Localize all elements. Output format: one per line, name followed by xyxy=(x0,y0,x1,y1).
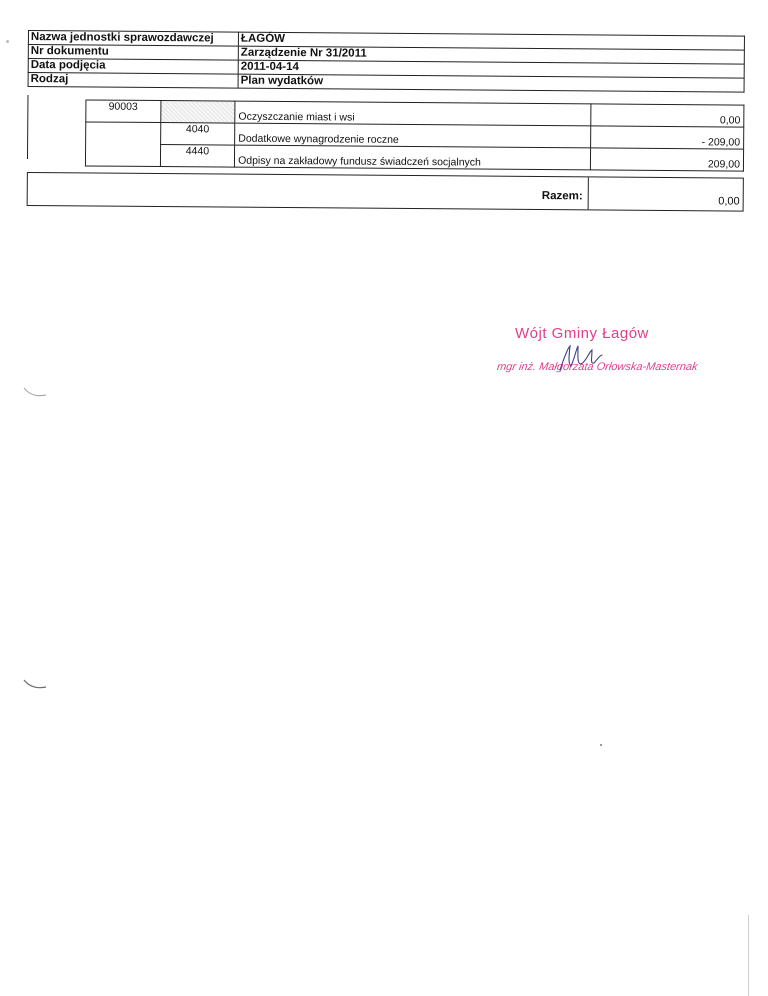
empty-cell xyxy=(160,101,235,124)
punch-hole-mark xyxy=(22,386,48,400)
item-code: 4440 xyxy=(160,145,235,168)
header-label: Rodzaj xyxy=(28,73,238,89)
item-name: Dodatkowe wynagrodzenie roczne xyxy=(235,123,591,148)
section-name: Oczyszczanie miast i wsi xyxy=(235,101,591,126)
section-code: 90003 xyxy=(86,100,161,123)
item-amount: 209,00 xyxy=(591,148,744,171)
item-amount: - 209,00 xyxy=(591,126,744,149)
header-value: ŁAGÓW xyxy=(238,32,744,50)
empty-cell xyxy=(85,122,160,167)
total-value: 0,00 xyxy=(588,177,743,210)
scan-speck xyxy=(600,744,602,746)
items-block xyxy=(27,95,745,176)
total-row xyxy=(27,172,744,212)
item-row xyxy=(85,144,743,171)
header-label: Data podjęcia xyxy=(28,59,238,75)
item-name: Odpisy na zakładowy fundusz świadczeń socjalnych xyxy=(235,145,591,170)
total-label: Razem: xyxy=(541,190,583,203)
header-label: Nazwa jednostki sprawozdawczej xyxy=(28,31,238,47)
stamp-name: mgr inż. Małgorzata Orłowska-Masternak xyxy=(496,361,699,373)
item-code: 4040 xyxy=(160,123,235,146)
header-value: Zarządzenie Nr 31/2011 xyxy=(238,46,744,64)
items-table xyxy=(85,99,745,171)
scan-edge-line xyxy=(748,915,749,996)
stamp-title: Wójt Gminy Łagów xyxy=(515,325,649,342)
header-label: Nr dokumentu xyxy=(28,45,238,61)
document-table-area xyxy=(0,0,768,266)
handwritten-signature xyxy=(556,340,606,378)
header-value: 2011-04-14 xyxy=(238,60,744,78)
header-value: Plan wydatków xyxy=(238,74,744,92)
scan-speck xyxy=(6,40,9,43)
section-amount: 0,00 xyxy=(591,104,744,127)
left-border-line xyxy=(27,95,29,159)
punch-hole-mark xyxy=(22,678,48,692)
header-table xyxy=(28,30,745,93)
